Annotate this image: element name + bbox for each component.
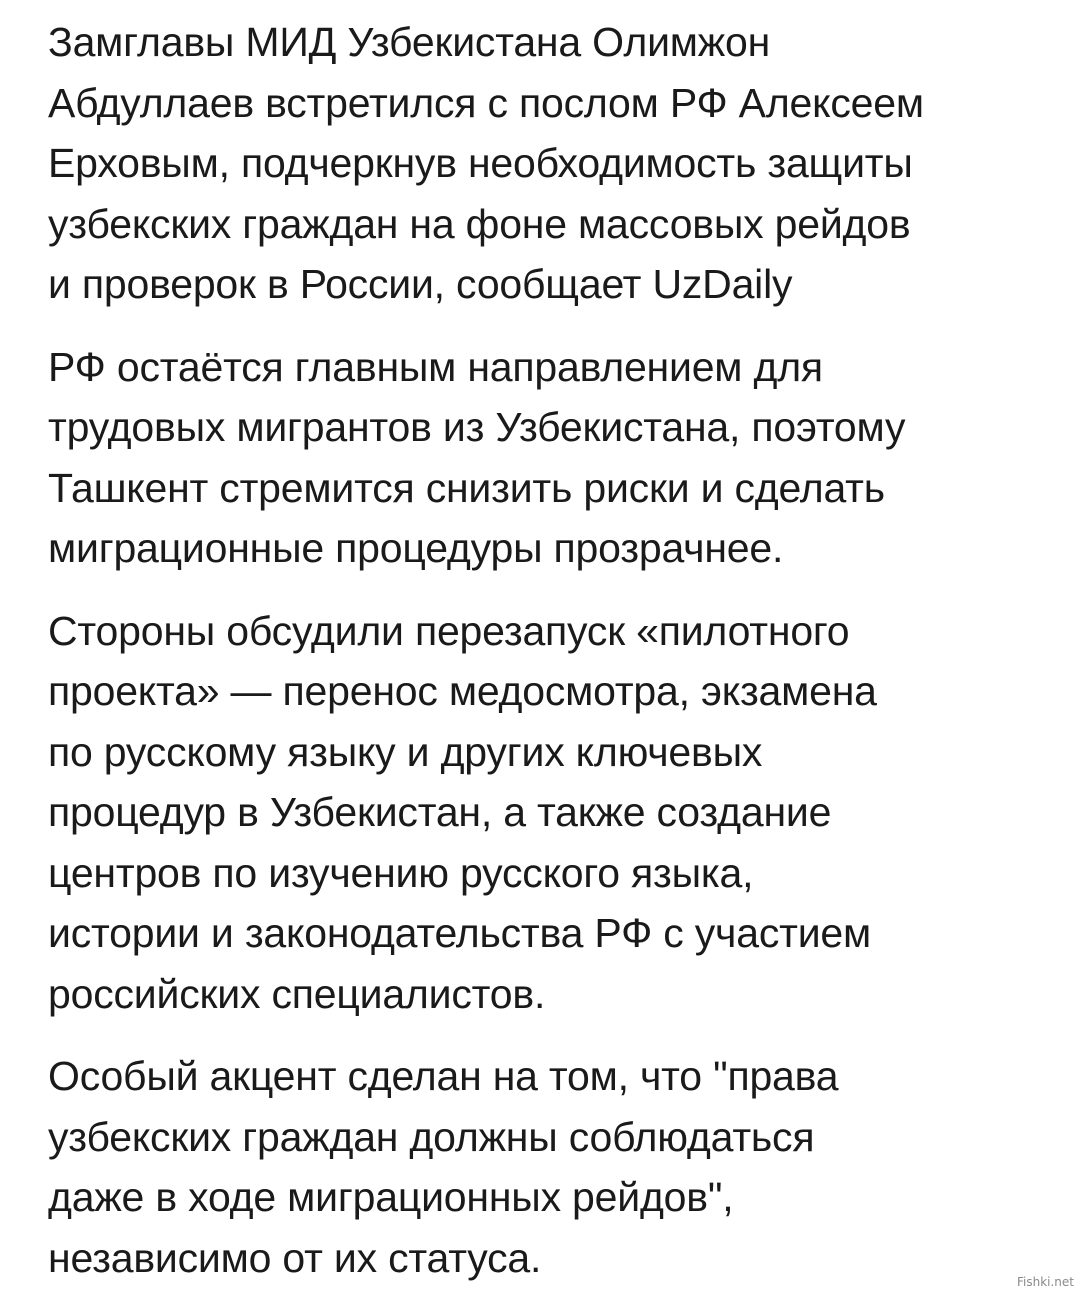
text-line: трудовых мигрантов из Узбекистана, поэтому bbox=[48, 404, 906, 450]
text-line: Стороны обсудили перезапуск «пилотного bbox=[48, 607, 850, 654]
text-line: РФ остаётся главным направлением для bbox=[48, 343, 823, 390]
text-line: центров по изучению русского языка, bbox=[48, 849, 754, 896]
text-line: даже в ходе миграционных рейдов", bbox=[48, 1174, 734, 1220]
text-line: по русскому языку и других ключевых bbox=[48, 728, 763, 775]
text-line: проекта» — перенос медосмотра, экзамена bbox=[48, 668, 877, 714]
text-line: Абдуллаев встретился с послом РФ Алексеем bbox=[48, 79, 924, 126]
text-line: и проверок в России, сообщает UzDaily bbox=[48, 261, 793, 307]
text-line: узбекских граждан на фоне массовых рейдов bbox=[48, 200, 911, 247]
paragraph-3 bbox=[48, 601, 1048, 1025]
text-line: истории и законодательства РФ с участием bbox=[48, 910, 871, 956]
paragraph-2 bbox=[48, 337, 1048, 579]
watermark: Fishki.net bbox=[1016, 1275, 1074, 1289]
text-line: Ерховым, подчеркнув необходимость защиты bbox=[48, 140, 913, 186]
text-line: российских специалистов. bbox=[48, 970, 546, 1017]
text-line: Особый акцент сделан на том, что "права bbox=[48, 1053, 839, 1099]
text-line: Ташкент стремится снизить риски и сделать bbox=[48, 464, 885, 511]
article-body bbox=[48, 12, 1048, 1310]
paragraph-4 bbox=[48, 1046, 1048, 1288]
paragraph-1 bbox=[48, 12, 1048, 315]
text-line: процедур в Узбекистан, а также создание bbox=[48, 789, 832, 835]
text-line: независимо от их статуса. bbox=[48, 1234, 542, 1281]
text-line: узбекских граждан должны соблюдаться bbox=[48, 1113, 815, 1160]
text-line: миграционные процедуры прозрачнее. bbox=[48, 525, 784, 571]
text-line: Замглавы МИД Узбекистана Олимжон bbox=[48, 19, 771, 65]
